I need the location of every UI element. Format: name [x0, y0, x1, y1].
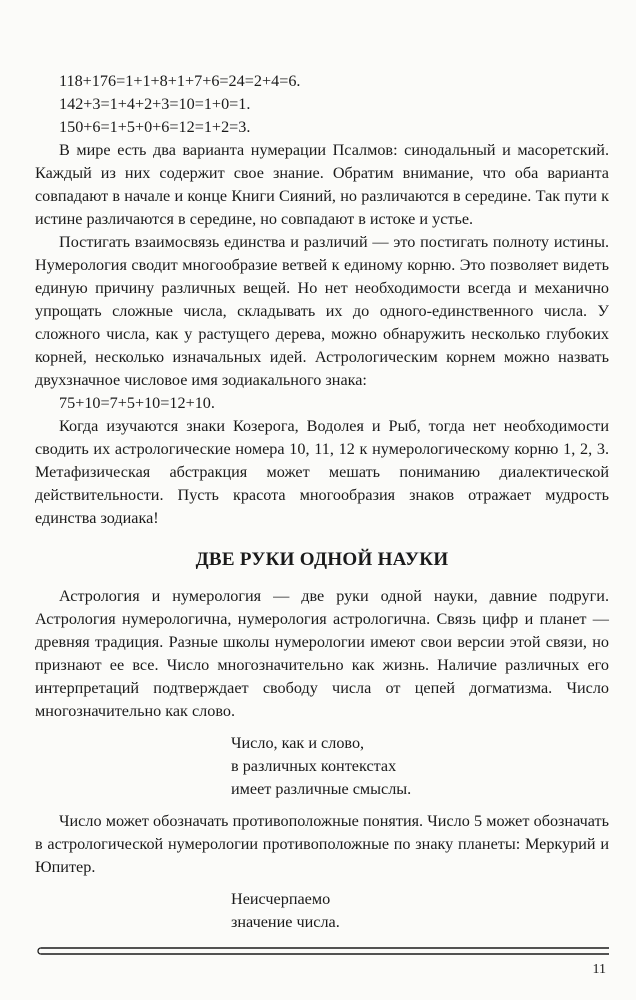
equation-line: 150+6=1+5+0+6=12=1+2=3.	[59, 118, 251, 136]
verse-line: имеет различные смыслы.	[231, 780, 412, 798]
page-number: 11	[592, 962, 606, 977]
equation-line: 118+176=1+1+8+1+7+6=24=2+4=6.	[59, 72, 301, 90]
verse-line: Число, как и слово,	[231, 734, 365, 752]
footer-rule	[35, 944, 609, 958]
verse-line: значение числа.	[231, 913, 340, 931]
page-body	[35, 70, 609, 943]
paragraph-zodiac: Когда изучаются знаки Козерога, Водолея и Рыб, тогда нет необходимости сводить их астрологические номера 10, 11, 12 к нумерологическому корню 1, 2, 3. Метафизическая абстракция может мешать пониманию диалектической действительности. Пусть красота многообразия знаков отражает мудрость единства зодиака!	[35, 417, 609, 527]
equation-line: 75+10=7+5+10=12+10.	[59, 394, 215, 412]
verse-line: в различных контекстах	[231, 757, 397, 775]
paragraph-number-five: Число может обозначать противоположные понятия. Число 5 может обозначать в астрологической нумерологии противоположные по знаку планеты: Меркурий и Юпитер.	[35, 812, 609, 876]
verse-block	[231, 888, 609, 934]
paragraph-astrology: Астрология и нумерология — две руки одной науки, давние подруги. Астрология нумерологична, нумерология астрологична. Связь цифр и планет — древняя традиция. Разные школы нумерологии имеют свои версии этой связи, но признают ее все. Число многозначительно как жизнь. Наличие различных его интерпретаций подтверждает свободу числа от цепей догматизма. Число многозначительно как слово.	[35, 587, 609, 720]
section-heading: ДВЕ РУКИ ОДНОЙ НАУКИ	[195, 549, 449, 570]
verse-line: Неисчерпаемо	[231, 890, 331, 908]
verse-block	[231, 732, 609, 801]
paragraph-psalms: В мире есть два варианта нумерации Псалмов: синодальный и масоретский. Каждый из них содержит свое знание. Обратим внимание, что оба варианта совпадают в начале и конце Книги Сияний, но различаются в середине. Так пути к истине различаются в середине, но совпадают в истоке и устье.	[35, 141, 609, 228]
paragraph-unity: Постигать взаимосвязь единства и различий — это постигать полноту истины. Нумерология сводит многообразие ветвей к единому корню. Это позволяет видеть единую причину различных вещей. Но нет необходимости всегда и механично упрощать сложные числа, складывать их до одного-единственного числа. У сложного числа, как у растущего дерева, можно обнаружить несколько глубоких корней, несколько изначальных идей. Астрологическим корнем можно назвать двухзначное числовое имя зодиакального знака:	[35, 233, 609, 389]
equation-line: 142+3=1+4+2+3=10=1+0=1.	[59, 95, 251, 113]
